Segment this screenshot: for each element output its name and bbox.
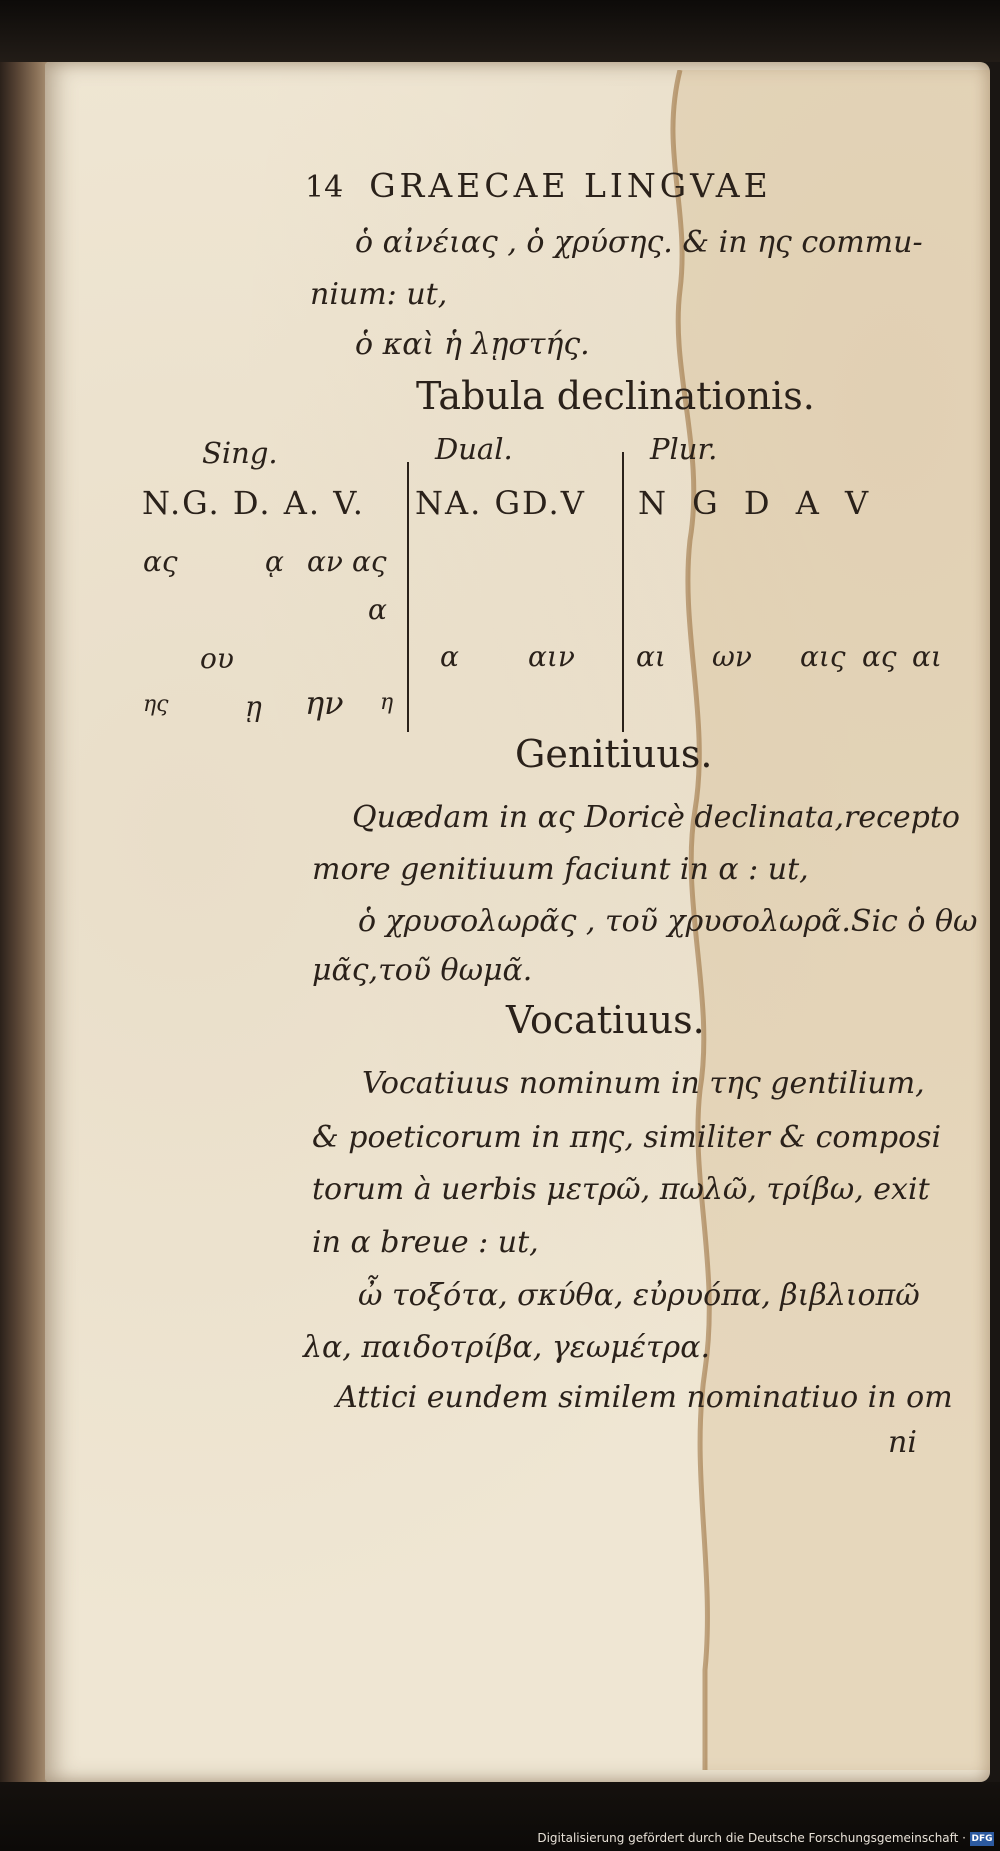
header-plural: Plur. xyxy=(650,432,718,466)
sg-ending-g: ου xyxy=(200,642,234,675)
pl-ending-v: αι xyxy=(912,640,942,673)
intro-line-3: ὁ καὶ ἡ λῃστής. xyxy=(355,327,590,362)
du-ending-na: α xyxy=(440,640,459,673)
vocatiuus-heading: Vocatiuus. xyxy=(506,998,705,1042)
pl-ending-a: ας xyxy=(862,640,897,673)
vocatiuus-line-1: Vocatiuus nominum in της gentilium, xyxy=(362,1066,925,1101)
pl-ending-d: αις xyxy=(800,640,846,673)
sg-ending-d: ᾳ xyxy=(265,545,284,578)
catchword: ni xyxy=(888,1425,917,1460)
page-number: 14 xyxy=(305,170,344,205)
vocatiuus-line-7: Attici eundem similem nominatiuo in om xyxy=(336,1380,953,1415)
sg-ending-d-eta: ῃ xyxy=(245,690,262,723)
du-ending-gd: αιν xyxy=(528,640,575,673)
case-row-dual: NA. GD.V xyxy=(415,484,586,522)
scan-bottom-edge xyxy=(0,1782,1000,1851)
vocatiuus-line-3: torum à uerbis μετρῶ, πωλῶ, τρίβω, exit xyxy=(312,1172,930,1207)
sg-ending-n: ας xyxy=(143,545,178,578)
genitiuus-line-3: ὁ χρυσολωρᾶς , τοῦ χρυσολωρᾶ.Sic ὁ θω xyxy=(358,904,978,939)
running-head xyxy=(305,166,772,205)
digitization-credit: Digitalisierung gefördert durch die Deutsche Forschungsgemeinschaft · xyxy=(537,1831,966,1845)
genitiuus-heading: Genitiuus. xyxy=(515,732,713,776)
sg-ending-a: αν xyxy=(307,545,343,578)
running-title: GRAECAE LINGVAE xyxy=(369,166,772,205)
sg-ending-v-eta: η xyxy=(380,690,394,715)
sg-ending-v: ας xyxy=(352,545,387,578)
sg-ending-v-alt: α xyxy=(368,593,387,626)
sg-ending-a-eta: ην xyxy=(305,684,344,722)
table-divider-1 xyxy=(407,462,409,732)
header-singular: Sing. xyxy=(202,436,278,470)
table-title: Tabula declinationis. xyxy=(416,374,815,418)
intro-line-1: ὁ αἰνέιας , ὁ χρύσης. & in ης commu- xyxy=(355,225,923,260)
header-dual: Dual. xyxy=(435,432,513,466)
pl-ending-n: αι xyxy=(636,640,666,673)
pl-ending-g: ων xyxy=(712,640,752,673)
case-row-plural: N G D A V xyxy=(638,484,877,522)
vocatiuus-line-4: in α breue : ut, xyxy=(312,1225,539,1260)
table-divider-2 xyxy=(622,452,624,732)
vocatiuus-line-6: λα, παιδοτρίβα, γεωμέτρα. xyxy=(303,1330,710,1365)
vocatiuus-line-2: & poeticorum in πης, similiter & composi xyxy=(312,1120,942,1155)
dfg-logo: DFG xyxy=(971,1834,993,1844)
vocatiuus-line-5: ὦ τοξότα, σκύθα, εὐρυόπα, βιβλιοπῶ xyxy=(358,1278,920,1313)
genitiuus-line-1: Quædam in ας Doricè declinata,recepto xyxy=(352,800,960,835)
sg-ending-n-eta: ης xyxy=(143,692,169,717)
scan-top-edge xyxy=(0,0,1000,62)
intro-line-2: nium: ut, xyxy=(310,277,448,312)
case-row-singular: N.G. D. A. V. xyxy=(142,484,365,522)
genitiuus-line-4: μᾶς,τοῦ θωμᾶ. xyxy=(312,953,533,988)
genitiuus-line-2: more genitiuum faciunt in α : ut, xyxy=(312,852,809,887)
